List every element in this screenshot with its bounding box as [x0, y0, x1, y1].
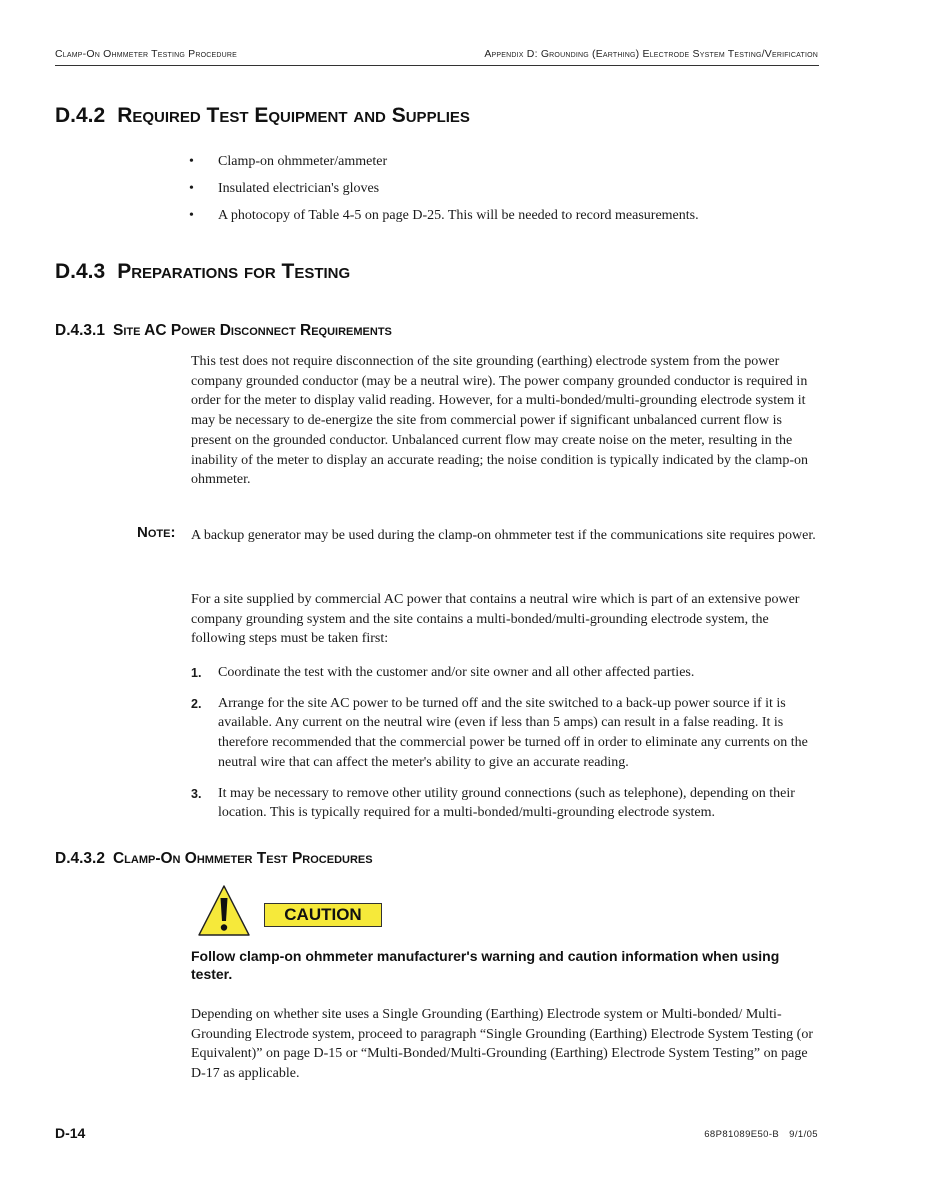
- bullet-icon: •: [189, 154, 194, 169]
- subsection-heading-d432: [55, 850, 373, 868]
- list-item: • A photocopy of Table 4-5 on page D-25. This will be needed to record measurements.: [176, 206, 816, 233]
- subsection-title: Site AC Power Disconnect Requirements: [112, 322, 392, 339]
- note-label: Note:: [137, 524, 176, 541]
- subsection-title: Clamp-On Ohmmeter Test Procedures: [112, 850, 373, 867]
- step-text: Arrange for the site AC power to be turned off and the site switched to a back-up power source if it is available. Any current on the neutral wire (even if less than 5 amps) can result in a false reading. It is therefore recommended that the commercial power be turned off in order to eliminate any currents on the neutral wire that can affect the meter's ability to give an accurate reading.: [218, 695, 808, 770]
- subsection-heading-d431: [55, 322, 392, 340]
- running-header-right: Appendix D: Grounding (Earthing) Electrode System Testing/Verification: [484, 48, 818, 60]
- list-item: • Insulated electrician's gloves: [176, 179, 816, 206]
- equipment-list: [176, 152, 816, 233]
- section-title: Required Test Equipment and Supplies: [117, 104, 470, 127]
- list-item: [191, 784, 817, 823]
- section-heading-d43: [55, 260, 350, 284]
- header-rule: [55, 65, 819, 66]
- subsection-number: D.4.3.2: [55, 850, 105, 867]
- disconnect-paragraph: This test does not require disconnection of the site grounding (earthing) electrode system from the power company grounded conductor (may be a neutral wire). The power company grounded conductor is required in order for the meter to display valid reading. However, for a multi-bonded/multi-grounding electrode system it may be necessary to de-energize the site from commercial power if significant unbalanced current flow is present on the grounded conductor. Unbalanced current flow may create noise on the meter, resulting in the inability of the meter to display an accurate reading; the noise condition is typically indicated by the clamp-on ohmmeter.: [191, 354, 808, 488]
- section-number: D.4.3: [55, 260, 106, 283]
- document-date: 9/1/05: [789, 1129, 818, 1140]
- steps-intro-paragraph: For a site supplied by commercial AC power that contains a neutral wire which is part of an extensive power company grounding system and the site contains a multi-bonded/multi-grounding electrode system, the following steps must be taken first:: [191, 592, 800, 647]
- running-header-left: Clamp-On Ohmmeter Testing Procedure: [55, 48, 238, 60]
- section-number: D.4.2: [55, 104, 106, 127]
- caution-label: CAUTION: [264, 903, 382, 927]
- steps-list: [191, 663, 817, 823]
- bullet-icon: •: [189, 181, 194, 196]
- document-id: [704, 1129, 818, 1140]
- note-text: A backup generator may be used during the clamp-on ohmmeter test if the communications site requires power.: [191, 528, 816, 543]
- step-number: 2.: [191, 696, 202, 711]
- list-item: [191, 694, 817, 773]
- list-item: [191, 663, 817, 683]
- step-text: It may be necessary to remove other utility ground connections (such as telephone), depending on their location. This is typically required for a multi-bonded/multi-grounding electrode system.: [218, 785, 795, 821]
- caution-text: Follow clamp-on ohmmeter manufacturer's warning and caution information when using tester.: [191, 948, 780, 982]
- procedure-paragraph: Depending on whether site uses a Single Grounding (Earthing) Electrode system or Multi-bonded/ Multi-Grounding Electrode system, proceed to paragraph “Single Grounding (Earthing) Electrode System Testing (or Equivalent)” on page D-15 or “Multi-Bonded/Multi-Grounding (Earthing) Electrode System Testing” on page D-17 as applicable.: [191, 1007, 813, 1082]
- bullet-icon: •: [189, 208, 194, 223]
- warning-triangle-icon: [197, 884, 251, 938]
- step-text: Coordinate the test with the customer and/or site owner and all other affected parties.: [218, 665, 695, 680]
- step-number: 3.: [191, 786, 202, 801]
- subsection-number: D.4.3.1: [55, 322, 105, 339]
- list-item: • Clamp-on ohmmeter/ammeter: [176, 152, 816, 179]
- page-number: D-14: [55, 1125, 86, 1141]
- step-number: 1.: [191, 666, 202, 680]
- section-title: Preparations for Testing: [117, 260, 351, 283]
- section-heading-d42: [55, 104, 470, 128]
- document-number: 68P81089E50-B: [704, 1129, 780, 1140]
